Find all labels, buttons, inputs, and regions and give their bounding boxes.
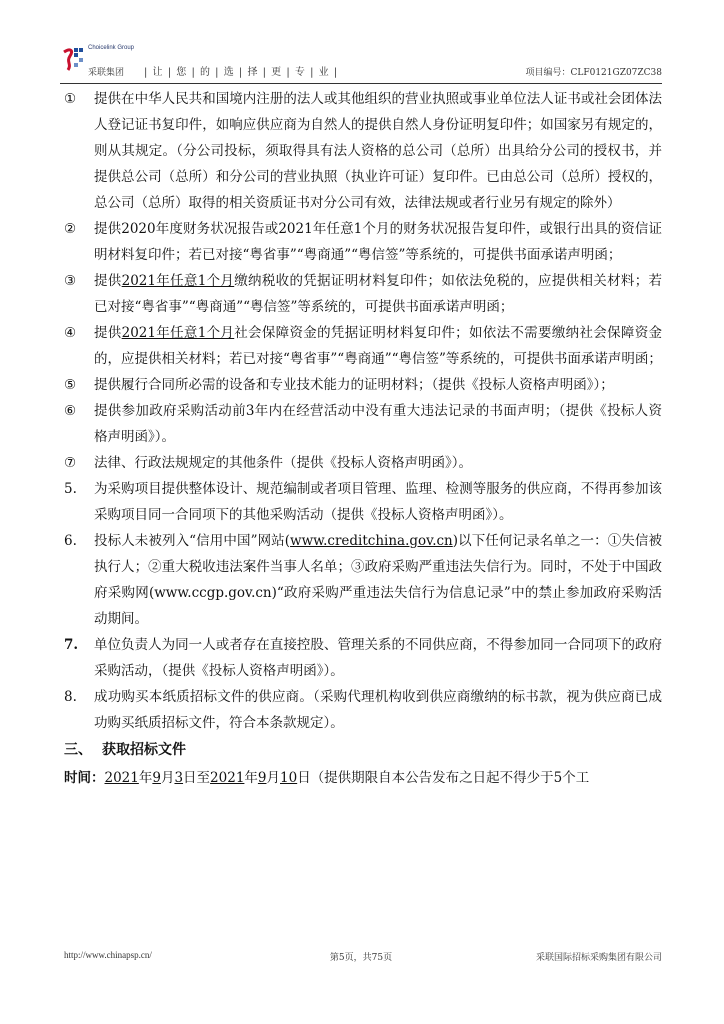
item-marker: ③ — [64, 273, 77, 289]
item-text — [94, 528, 662, 632]
item-text-part: 社会保障资金的凭据证明材料复印件；如依法不需要缴纳社会保障资金的，应提供相关材料；若已对接“粤省事”“粤商通”“粤信签”等系统的，可提供书面承诺声明函； — [94, 325, 663, 367]
end-month: 9 — [257, 770, 267, 786]
end-day: 10 — [280, 770, 298, 786]
time-text: 日至 — [183, 770, 211, 786]
header-divider — [60, 83, 662, 84]
section-number: 三、 — [64, 742, 92, 758]
item-text-underlined: 2021年任意1个月 — [121, 273, 235, 289]
item-text-part: 提供 — [94, 273, 122, 289]
item-text: 法律、行政法规规定的其他条件（提供《投标人资格声明函》）。 — [94, 455, 472, 471]
list-item — [60, 398, 662, 450]
item-text — [94, 320, 662, 372]
item-marker: ② — [64, 221, 77, 237]
logo-text-en: Choicelink Group — [88, 45, 135, 51]
time-text: 日 — [297, 770, 311, 786]
list-item — [60, 528, 662, 632]
page-footer — [60, 950, 662, 966]
section-title: 获取招标文件 — [102, 742, 186, 758]
start-year: 2021 — [104, 770, 139, 786]
list-item — [60, 684, 662, 736]
start-day: 3 — [174, 770, 184, 786]
list-item — [60, 476, 662, 528]
footer-company: 采联国际招标采购集团有限公司 — [535, 953, 662, 963]
list-item — [60, 372, 662, 398]
start-month: 9 — [152, 770, 161, 786]
time-text: 年 — [138, 770, 153, 786]
item-marker: ① — [64, 91, 77, 107]
item-marker: 8. — [64, 689, 77, 705]
project-number: 项目编号：CLF0121GZ07ZC38 — [525, 68, 662, 78]
item-marker: 7. — [64, 637, 79, 653]
item-text-underlined: 2021年任意1个月 — [121, 325, 235, 341]
item-marker: ⑤ — [64, 377, 77, 393]
list-item — [60, 86, 662, 216]
item-text-underlined: www.creditchina.gov.cn — [290, 533, 453, 549]
time-note: （提供期限自本公告发布之日起不得少于5个工 — [310, 770, 590, 786]
page-header — [60, 44, 662, 84]
item-text: 为采购项目提供整体设计、规范编制或者项目管理、监理、检测等服务的供应商，不得再参加该采购项目同一合同项下的其他采购活动（提供《投标人资格声明函》）。 — [94, 481, 662, 523]
item-marker: ⑦ — [64, 455, 77, 471]
item-text: 提供在中华人民共和国境内注册的法人或其他组织的营业执照或事业单位法人证书或社会团体法人登记证书复印件，如响应供应商为自然人的提供自然人身份证明复印件；如国家另有规定的，则从其规定。（分公司投标，须取得具有法人资格的总公司（总所）出具给分公司的授权书，并提供总公司（总所）和分公司的营业执照（执业许可证）复印件。已由总公司（总所）授权的，总公司（总所）取得的相关资质证书对分公司有效，法律法规或者行业另有规定的除外） — [94, 91, 662, 211]
requirement-list — [60, 86, 662, 736]
end-year: 2021 — [210, 770, 245, 786]
item-marker: 5. — [64, 481, 77, 497]
list-item — [60, 216, 662, 268]
item-text: 成功购买本纸质招标文件的供应商。（采购代理机构收到供应商缴纳的标书款，视为供应商已成功购买纸质招标文件，符合本条款规定）。 — [94, 689, 662, 731]
item-text-part: )以下任何记录名单之一：①失信被执行人；②重大税收违法案件当事人名单；③政府采购严重违法失信行为。同时，不处于中国政府采购网(www.ccgp.gov.cn)“政府采购严重违法失信行为信息记录”中的禁止参加政府采购活动期间。 — [94, 533, 662, 627]
logo-text-cn: 采联集团 — [88, 68, 125, 78]
footer-url[interactable]: http://www.chinapsp.cn/ — [64, 950, 152, 960]
time-line — [60, 764, 662, 792]
item-text-part: 投标人未被列入“信用中国”网站( — [94, 533, 291, 549]
list-item — [60, 632, 662, 684]
time-text: 月 — [160, 770, 175, 786]
company-logo-icon — [60, 44, 86, 76]
item-marker: 6. — [64, 533, 77, 549]
item-text: 提供2020年度财务状况报告或2021年任意1个月的财务状况报告复印件，或银行出具的资信证明材料复印件；若已对接“粤省事”“粤商通”“粤信签”等系统的，可提供书面承诺声明函； — [94, 221, 662, 263]
time-label: 时间： — [64, 770, 105, 786]
item-text: 提供参加政府采购活动前3年内在经营活动中没有重大违法记录的书面声明；（提供《投标人资格声明函》）。 — [94, 403, 662, 445]
item-marker: ⑥ — [64, 403, 77, 419]
item-text: 单位负责人为同一人或者存在直接控股、管理关系的不同供应商，不得参加同一合同项下的政府采购活动，（提供《投标人资格声明函》）。 — [94, 637, 662, 679]
document-body — [60, 86, 662, 792]
page-number: 第5页，共75页 — [329, 953, 393, 963]
item-text-part: 提供 — [94, 325, 122, 341]
item-text: 提供履行合同所必需的设备和专业技术能力的证明材料；（提供《投标人资格声明函》）； — [94, 377, 614, 393]
list-item — [60, 268, 662, 320]
section-heading — [60, 736, 662, 764]
time-text: 月 — [266, 770, 280, 786]
time-text: 年 — [244, 770, 258, 786]
item-marker: ④ — [64, 325, 77, 341]
list-item — [60, 450, 662, 476]
list-item — [60, 320, 662, 372]
item-text-part: 缴纳税收的凭据证明材料复印件；如依法免税的，应提供相关材料；若已对接“粤省事”“粤商通”“粤信签”等系统的，可提供书面承诺声明函； — [94, 273, 663, 315]
item-text — [94, 268, 662, 320]
header-slogan: | 让 | 您 | 的 | 选 | 择 | 更 | 专 | 业 | — [144, 67, 339, 78]
